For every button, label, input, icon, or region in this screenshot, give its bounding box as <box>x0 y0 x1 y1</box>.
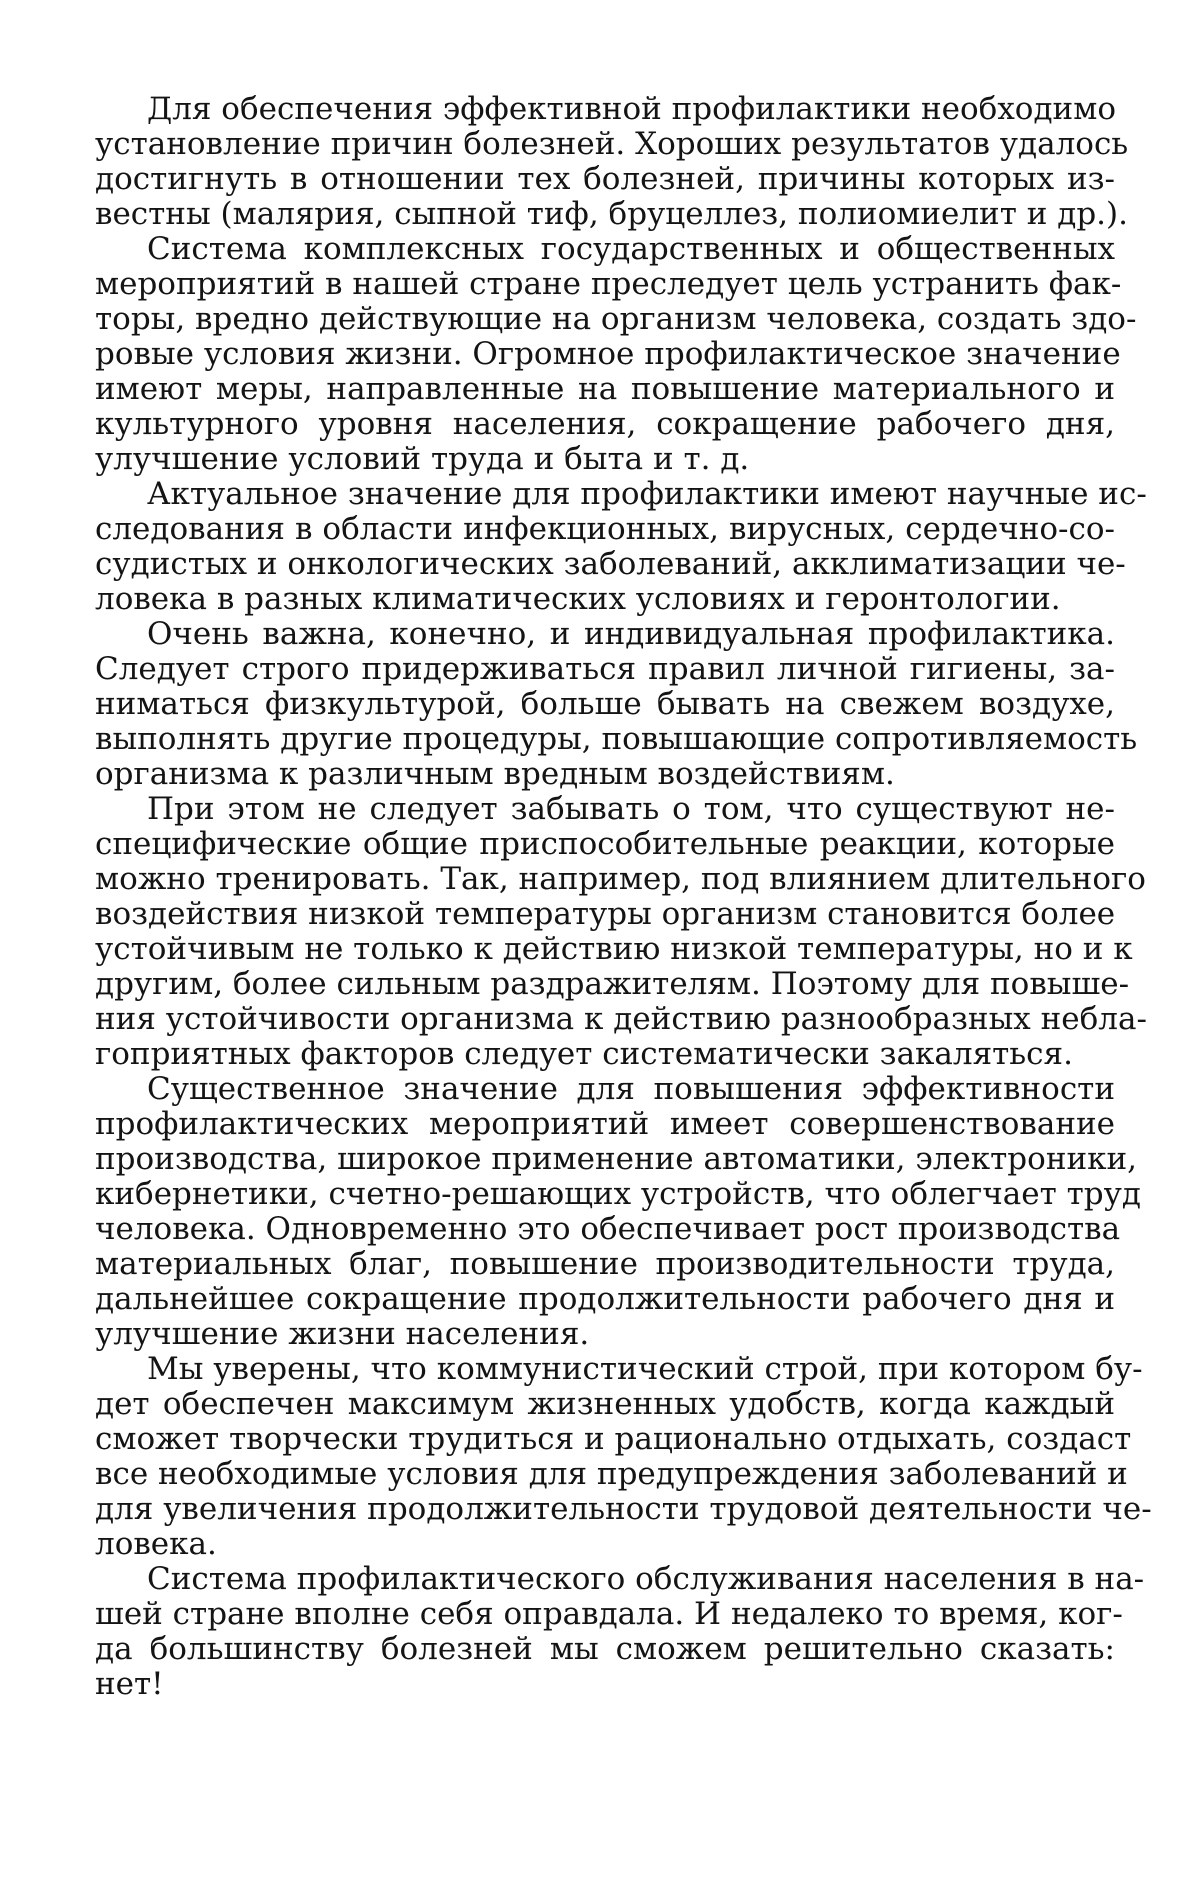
paragraph-1 <box>95 91 1129 232</box>
text-line: для увеличения продолжительности трудовой деятельности че- <box>95 1491 1152 1527</box>
paragraph-7 <box>95 1351 1152 1562</box>
text-line: специфические общие приспособительные реакции, которые <box>95 826 1115 862</box>
text-line: достигнуть в отношении тех болезней, причины которых из- <box>95 161 1115 197</box>
text-line: следования в области инфекционных, вирусных, сердечно-со- <box>95 511 1115 547</box>
text-line: профилактических мероприятий имеет совершенствование <box>95 1106 1115 1142</box>
text-line: ловека. <box>95 1526 217 1562</box>
text-line: да большинству болезней мы сможем решительно сказать: <box>95 1631 1115 1667</box>
text-line: установление причин болезней. Хороших результатов удалось <box>95 126 1129 162</box>
text-line: кибернетики, счетно-решающих устройств, что облегчает труд <box>95 1176 1141 1212</box>
text-line: дет обеспечен максимум жизненных удобств, когда каждый <box>95 1386 1115 1422</box>
text-line: Мы уверены, что коммунистический строй, при котором бу- <box>147 1351 1143 1387</box>
text-line: другим, более сильным раздражителям. Поэтому для повыше- <box>95 966 1130 1002</box>
text-line: Следует строго придерживаться правил личной гигиены, за- <box>95 651 1115 687</box>
paragraph-2 <box>95 231 1137 477</box>
text-line: Актуальное значение для профилактики имеют научные ис- <box>147 476 1147 512</box>
text-line: организма к различным вредным воздействиям. <box>95 756 895 792</box>
text-line: ловека в разных климатических условиях и геронтологии. <box>95 581 1061 617</box>
text-line: материальных благ, повышение производительности труда, <box>95 1246 1115 1282</box>
text-line: торы, вредно действующие на организм человека, создать здо- <box>95 301 1137 337</box>
text-line: можно тренировать. Так, например, под влиянием длительного <box>95 861 1146 897</box>
text-line: производства, широкое применение автоматики, электроники, <box>95 1141 1138 1177</box>
text-line: судистых и онкологических заболеваний, акклиматизации че- <box>95 546 1126 582</box>
text-line: гоприятных факторов следует систематически закаляться. <box>95 1036 1073 1072</box>
text-line: Очень важна, конечно, и индивидуальная профилактика. <box>147 616 1115 652</box>
text-line: воздействия низкой температуры организм становится более <box>95 896 1116 932</box>
text-line: шей стране вполне себя оправдала. И недалеко то время, ког- <box>95 1596 1123 1632</box>
text-line: устойчивым не только к действию низкой температуры, но и к <box>95 931 1133 967</box>
text-line: культурного уровня населения, сокращение рабочего дня, <box>95 406 1115 442</box>
text-line: нет! <box>95 1666 164 1702</box>
text-line: При этом не следует забывать о том, что существуют не- <box>147 791 1115 827</box>
text-line: мероприятий в нашей стране преследует цель устранить фак- <box>95 266 1122 302</box>
text-line: ниматься физкультурой, больше бывать на свежем воздухе, <box>95 686 1115 722</box>
text-line: Для обеспечения эффективной профилактики необходимо <box>147 91 1116 127</box>
text-line: улучшение условий труда и быта и т. д. <box>95 441 750 477</box>
paragraph-3 <box>95 476 1147 617</box>
text-line: имеют меры, направленные на повышение материального и <box>95 371 1115 407</box>
text-line: Система профилактического обслуживания населения в на- <box>147 1561 1145 1597</box>
text-line: Существенное значение для повышения эффективности <box>147 1071 1115 1107</box>
document-page <box>95 91 1152 1702</box>
paragraph-6 <box>95 1071 1141 1352</box>
text-line: ния устойчивости организма к действию разнообразных небла- <box>95 1001 1147 1037</box>
text-line: выполнять другие процедуры, повышающие сопротивляемость <box>95 721 1138 757</box>
text-line: сможет творчески трудиться и рационально отдыхать, создаст <box>95 1421 1132 1457</box>
text-line: улучшение жизни населения. <box>95 1316 590 1352</box>
text-line: ровые условия жизни. Огромное профилактическое значение <box>95 336 1121 372</box>
paragraph-8 <box>95 1561 1145 1702</box>
text-line: вестны (малярия, сыпной тиф, бруцеллез, полиомиелит и др.). <box>95 196 1128 232</box>
paragraph-5 <box>95 791 1147 1072</box>
text-line: человека. Одновременно это обеспечивает рост производства <box>95 1211 1121 1247</box>
text-line: все необходимые условия для предупреждения заболеваний и <box>95 1456 1128 1492</box>
paragraph-4 <box>95 616 1138 792</box>
text-line: дальнейшее сокращение продолжительности рабочего дня и <box>95 1281 1115 1317</box>
text-line: Система комплексных государственных и общественных <box>147 231 1115 267</box>
